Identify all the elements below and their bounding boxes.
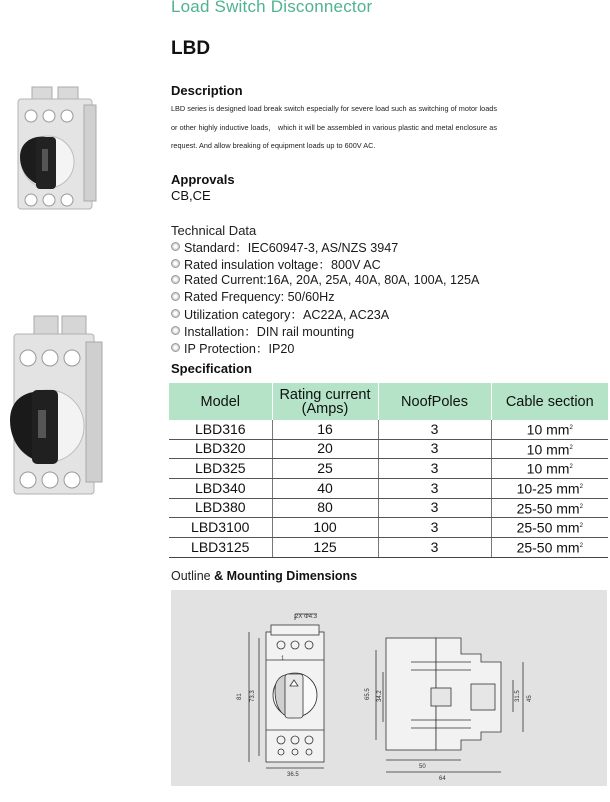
dim-height-73: 73.3 — [250, 690, 256, 702]
table-row — [169, 459, 608, 479]
table-row — [169, 498, 608, 518]
technical-item: Standard：IEC60947-3, AS/NZS 3947 — [171, 238, 479, 255]
specification-table — [169, 383, 608, 558]
dimension-drawing-svg — [171, 590, 607, 786]
outline-heading: Outline & Mounting Dimensions — [171, 569, 358, 583]
cell-model: LBD3100 — [169, 518, 272, 538]
dim-position-label: 1 — [281, 656, 285, 662]
description-text: LBD series is designed load break switch especially for severe load such as switching of motor loads or other highly inductive loads， which it will be assembled in various plastic and metal enclosure as request. And allow breaking of equipment loads up to 600V AC. — [171, 104, 497, 150]
table-row — [169, 420, 608, 439]
bullet-icon — [171, 309, 180, 318]
dim-holes: 2X Φ4.3 — [295, 614, 318, 620]
cell-model: LBD340 — [169, 478, 272, 498]
cell-model: LBD3125 — [169, 537, 272, 557]
cell-model: LBD380 — [169, 498, 272, 518]
column-header-rating: Rating current (Amps) — [272, 383, 378, 420]
cell-poles: 3 — [378, 518, 491, 538]
approvals-heading: Approvals — [171, 172, 235, 187]
page-title: Load Switch Disconnector — [171, 0, 373, 16]
approvals-value: CB,CE — [171, 188, 211, 203]
dim-width-64: 64 — [439, 776, 446, 782]
cell-cable: 10-25 $mm^2$ — [491, 478, 608, 498]
cell-rating: 20 — [272, 439, 378, 459]
cell-poles: 3 — [378, 420, 491, 439]
dim-width-50: 50 — [419, 764, 426, 770]
cell-rating: 125 — [272, 537, 378, 557]
technical-heading: Technical Data — [171, 223, 257, 238]
cell-poles: 3 — [378, 498, 491, 518]
bullet-icon — [171, 326, 180, 335]
column-header-cable: Cable section — [491, 383, 608, 420]
column-header-poles: NoofPoles — [378, 383, 491, 420]
model-title: LBD — [171, 38, 211, 59]
cell-rating: 80 — [272, 498, 378, 518]
bullet-icon — [171, 343, 180, 352]
front-view — [249, 614, 324, 768]
cell-poles: 3 — [378, 537, 491, 557]
technical-item: Utilization category：AC22A, AC23A — [171, 305, 479, 322]
cell-poles: 3 — [378, 459, 491, 479]
bullet-icon — [171, 242, 180, 251]
cell-model: LBD325 — [169, 459, 272, 479]
cell-rating: 16 — [272, 420, 378, 439]
technical-list — [171, 238, 479, 356]
side-view — [376, 638, 523, 772]
bullet-icon — [171, 259, 180, 268]
dim-height-45: 45 — [527, 695, 533, 702]
bullet-icon — [171, 292, 180, 301]
technical-item: Rated Frequency: 50/60Hz — [171, 288, 479, 305]
product-photo-small — [6, 85, 106, 217]
cell-cable: 25-50 $mm^2$ — [491, 537, 608, 557]
cell-cable: 10 $mm^2$ — [491, 420, 608, 439]
dim-height-31: 31.5 — [515, 690, 521, 702]
table-row — [169, 478, 608, 498]
cell-poles: 3 — [378, 478, 491, 498]
table-row — [169, 518, 608, 538]
table-row — [169, 537, 608, 557]
cell-model: LBD316 — [169, 420, 272, 439]
product-photo-large — [4, 314, 108, 500]
dim-width-36: 36.5 — [287, 772, 299, 778]
specification-heading: Specification — [171, 361, 252, 376]
cell-poles: 3 — [378, 439, 491, 459]
cell-rating: 40 — [272, 478, 378, 498]
technical-item: Rated Current:16A, 20A, 25A, 40A, 80A, 100A, 125A — [171, 272, 479, 289]
cell-rating: 25 — [272, 459, 378, 479]
dim-height-34: 34.2 — [377, 690, 383, 702]
cell-cable: 10 $mm^2$ — [491, 439, 608, 459]
technical-item: Rated insulation voltage：800V AC — [171, 255, 479, 272]
dim-height-65: 65.5 — [365, 688, 371, 700]
column-header-model: Model — [169, 383, 272, 420]
cell-model: LBD320 — [169, 439, 272, 459]
table-row — [169, 439, 608, 459]
technical-item: Installation：DIN rail mounting — [171, 322, 479, 339]
cell-rating: 100 — [272, 518, 378, 538]
description-heading: Description — [171, 83, 243, 98]
cell-cable: 25-50 $mm^2$ — [491, 498, 608, 518]
technical-item: IP Protection：IP20 — [171, 339, 479, 356]
dim-height-81: 81 — [237, 693, 243, 700]
dimension-drawing — [171, 590, 607, 786]
cell-cable: 10 $mm^2$ — [491, 459, 608, 479]
table-header-row — [169, 383, 608, 420]
bullet-icon — [171, 275, 180, 284]
cell-cable: 25-50 $mm^2$ — [491, 518, 608, 538]
